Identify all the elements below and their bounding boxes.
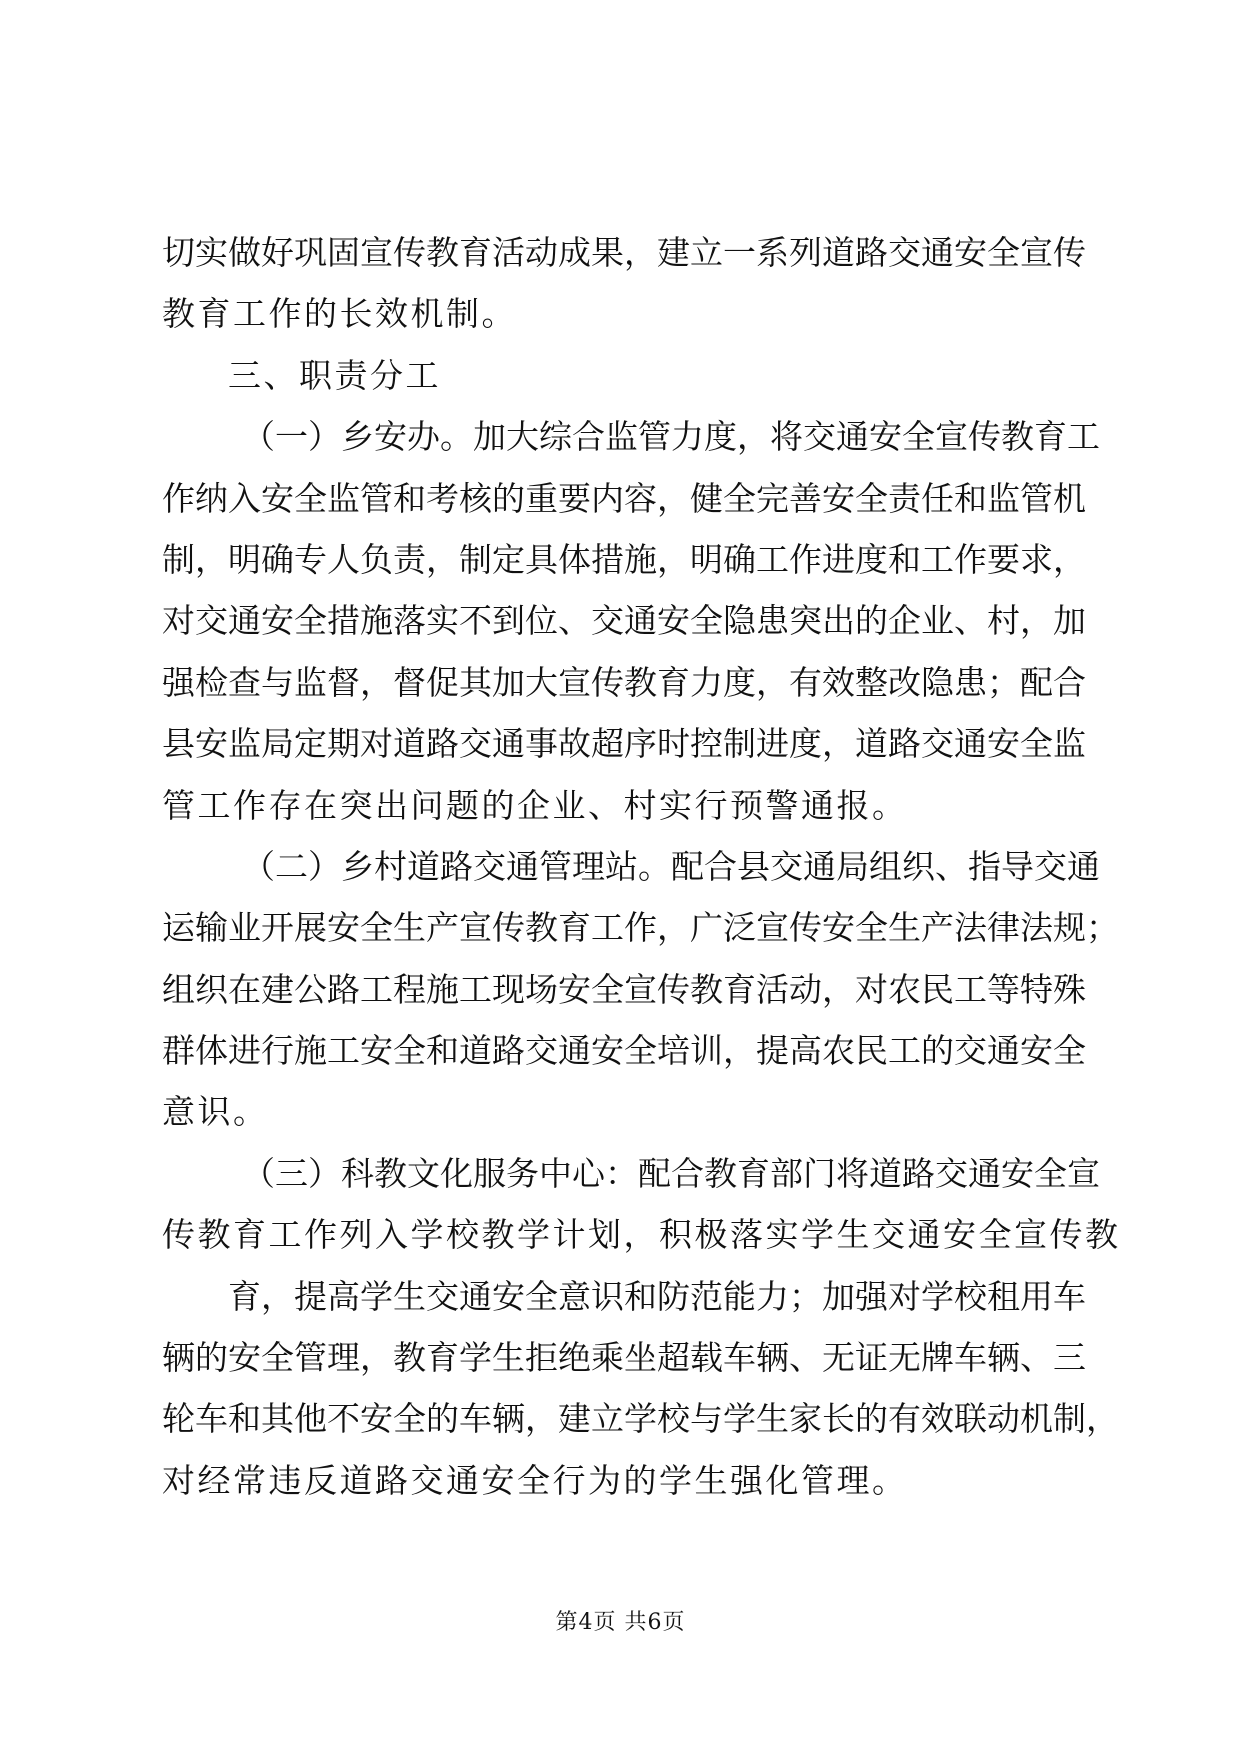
text-line: （一）乡安办。加大综合监管力度，将交通安全宣传教育工 [242, 417, 1100, 457]
heading-text: 三、职责分工 [228, 355, 441, 395]
text-line: （二）乡村道路交通管理站。配合县交通局组织、指导交通 [242, 846, 1100, 886]
paragraph-section-3-continued [162, 1266, 1119, 1512]
text-line: 群体进行施工安全和道路交通安全培训，提高农民工的交通安全 [162, 1031, 1086, 1071]
text-line: 轮车和其他不安全的车辆，建立学校与学生家长的有效联动机制， [162, 1399, 1119, 1439]
text-line: 意识。 [162, 1092, 269, 1132]
text-line: 管工作存在突出问题的企业、村实行预警通报。 [162, 785, 908, 825]
text-line: 县安监局定期对道路交通事故超序时控制进度，道路交通安全监 [162, 724, 1086, 764]
text-line: （三）科教文化服务中心：配合教育部门将道路交通安全宣 [242, 1153, 1100, 1193]
text-line: 辆的安全管理，教育学生拒绝乘坐超载车辆、无证无牌车辆、三 [162, 1338, 1086, 1378]
text-line: 切实做好巩固宣传教育活动成果，建立一系列道路交通安全宣传 [162, 233, 1086, 272]
page-number-footer: 第4页 共6页 [555, 1610, 686, 1635]
text-line: 教育工作的长效机制。 [162, 294, 517, 334]
text-line: 组织在建公路工程施工现场安全宣传教育活动，对农民工等特殊 [162, 969, 1086, 1009]
paragraph-section-1 [162, 406, 1100, 836]
text-line: 制，明确专人负责，制定具体措施，明确工作进度和工作要求， [162, 539, 1086, 579]
section-heading [162, 345, 1082, 406]
text-line: 对经常违反道路交通安全行为的学生强化管理。 [162, 1460, 908, 1500]
paragraph-section-3 [162, 1143, 1121, 1266]
text-line: 育，提高学生交通安全意识和防范能力；加强对学校租用车 [228, 1276, 1086, 1316]
text-line: 传教育工作列入学校教学计划，积极落实学生交通安全宣传教 [162, 1215, 1121, 1255]
text-line: 强检查与监督，督促其加大宣传教育力度，有效整改隐患；配合 [162, 662, 1086, 702]
paragraph-intro [162, 222, 1086, 345]
text-line: 运输业开展安全生产宣传教育工作，广泛宣传安全生产法律法规； [162, 908, 1119, 948]
text-line: 作纳入安全监管和考核的重要内容，健全完善安全责任和监管机 [162, 478, 1086, 518]
text-line: 对交通安全措施落实不到位、交通安全隐患突出的企业、村，加 [162, 601, 1086, 641]
paragraph-section-2 [162, 836, 1119, 1143]
document-body [162, 222, 1121, 1511]
